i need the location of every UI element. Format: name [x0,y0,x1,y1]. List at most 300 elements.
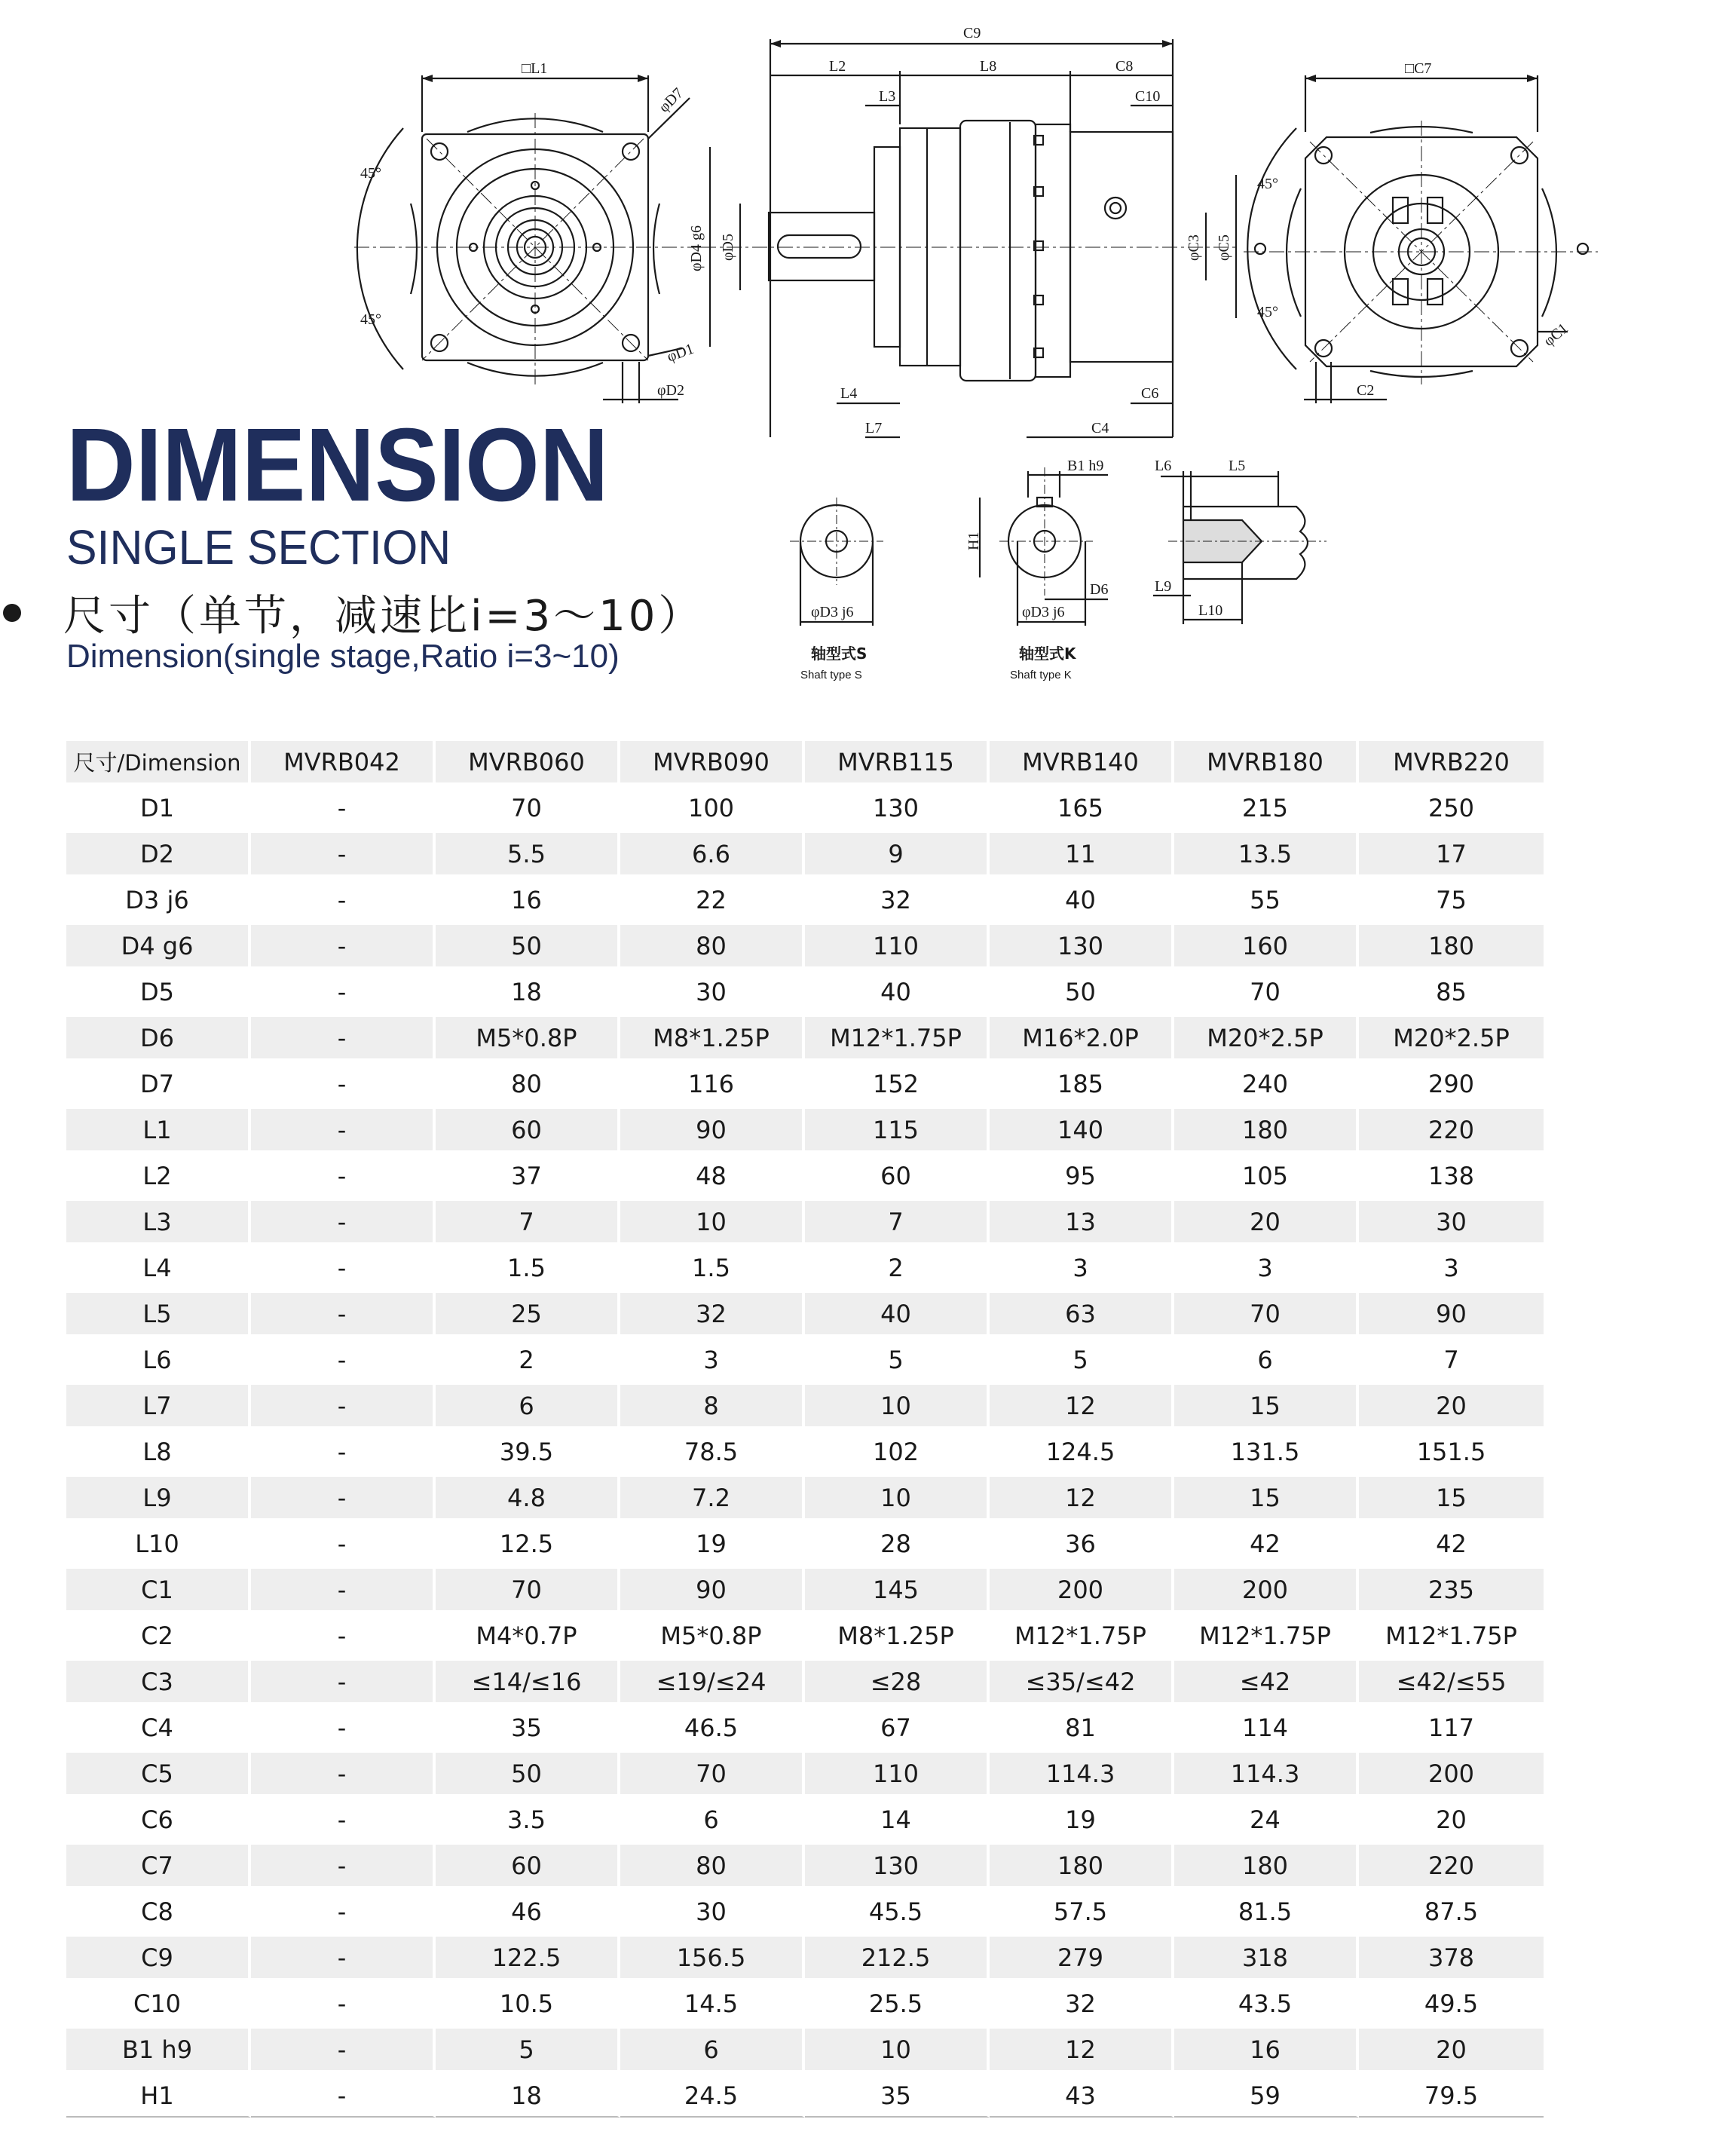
row-label: L10 [66,1523,251,1569]
table-cell: 220 [1359,1845,1544,1891]
table-body [66,787,1544,2118]
table-row [66,1615,1544,1661]
table-cell: - [251,1523,436,1569]
table-cell: 6 [1174,1339,1359,1385]
table-cell: ≤28 [805,1661,990,1707]
row-label: C3 [66,1661,251,1707]
table-cell: 110 [805,925,990,971]
shaft-type-k [965,458,1108,681]
table-cell: - [251,1017,436,1063]
table-cell: 180 [1174,1845,1359,1891]
row-label: D4 g6 [66,925,251,971]
label-c9: C9 [963,25,981,41]
table-cell: 130 [805,1845,990,1891]
page-title: DIMENSION [66,407,609,523]
table-cell: 6 [620,1799,805,1845]
table-cell: 10 [805,1385,990,1431]
table-cell: ≤42/≤55 [1359,1661,1544,1707]
row-label: C2 [66,1615,251,1661]
table-cell: ≤14/≤16 [436,1661,620,1707]
table-cell: - [251,925,436,971]
table-row [66,1523,1544,1569]
table-cell: 50 [436,1753,620,1799]
row-label: C1 [66,1569,251,1615]
table-cell: 25 [436,1293,620,1339]
table-cell: 20 [1174,1201,1359,1247]
table-cell: 42 [1174,1523,1359,1569]
table-cell: 67 [805,1707,990,1753]
table-cell: - [251,1983,436,2029]
label-angle-top: 45° [360,165,381,182]
table-cell: 50 [990,971,1174,1017]
table-cell: 138 [1359,1155,1544,1201]
row-label: L3 [66,1201,251,1247]
row-label: L8 [66,1431,251,1477]
table-cell: 15 [1359,1477,1544,1523]
table-cell: 4.8 [436,1477,620,1523]
label-c5: φC5 [1216,234,1232,261]
table-cell: 12 [990,1385,1174,1431]
row-label: C10 [66,1983,251,2029]
table-cell: M12*1.75P [1174,1615,1359,1661]
table-cell: M12*1.75P [1359,1615,1544,1661]
table-cell: 19 [990,1799,1174,1845]
table-cell: - [251,1339,436,1385]
table-cell: 13 [990,1201,1174,1247]
table-row [66,1293,1544,1339]
table-cell: 80 [620,925,805,971]
label-d5: φD5 [720,234,736,261]
table-cell: 40 [805,971,990,1017]
label-k-b1: B1 h9 [1067,458,1104,474]
header-row [66,741,1544,787]
table-cell: 37 [436,1155,620,1201]
row-label: D6 [66,1017,251,1063]
table-cell: 9 [805,833,990,879]
table-cell: 160 [1174,925,1359,971]
label-l3: L3 [879,88,896,105]
table-cell: 200 [990,1569,1174,1615]
table-cell: 43.5 [1174,1983,1359,2029]
column-header-model: MVRB090 [620,741,805,787]
table-cell: 19 [620,1523,805,1569]
side-view [688,25,1236,437]
table-cell: 80 [436,1063,620,1109]
table-cell: - [251,1845,436,1891]
table-cell: 42 [1359,1523,1544,1569]
row-label: L1 [66,1109,251,1155]
table-cell: - [251,1201,436,1247]
table-cell: 36 [990,1523,1174,1569]
table-cell: - [251,1937,436,1983]
label-c1: φC1 [1541,320,1571,350]
table-cell: 70 [1174,971,1359,1017]
table-row [66,971,1544,1017]
table-cell: 10.5 [436,1983,620,2029]
label-d7: φD7 [655,84,687,116]
table-cell: 17 [1359,833,1544,879]
table-row [66,1983,1544,2029]
table-cell: 24.5 [620,2075,805,2118]
table-cell: 18 [436,971,620,1017]
row-label: L5 [66,1293,251,1339]
table-cell: - [251,1569,436,1615]
table-cell: 2 [805,1247,990,1293]
label-l9: L9 [1155,578,1172,595]
table-cell: 24 [1174,1799,1359,1845]
label-d4: φD4 g6 [688,225,705,271]
table-cell: 116 [620,1063,805,1109]
table-cell: 140 [990,1109,1174,1155]
title-block [66,407,656,574]
table-cell: 57.5 [990,1891,1174,1937]
table-cell: 5.5 [436,833,620,879]
table-cell: 22 [620,879,805,925]
table-cell: 39.5 [436,1431,620,1477]
label-d1: φD1 [665,340,696,366]
table-row [66,1017,1544,1063]
table-cell: 5 [805,1339,990,1385]
table-cell: 14.5 [620,1983,805,2029]
column-header-model: MVRB115 [805,741,990,787]
table-cell: 8 [620,1385,805,1431]
table-cell: 20 [1359,1385,1544,1431]
table-cell: 151.5 [1359,1431,1544,1477]
caption-shaft-s-en: Shaft type S [800,669,862,681]
table-cell: - [251,879,436,925]
table-cell: 78.5 [620,1431,805,1477]
table-cell: 115 [805,1109,990,1155]
table-cell: - [251,787,436,833]
front-view [354,60,716,422]
table-cell: - [251,1891,436,1937]
table-row [66,787,1544,833]
label-s-d3: φD3 j6 [811,604,854,620]
row-label: L2 [66,1155,251,1201]
table-cell: 12 [990,2029,1174,2075]
table-cell: 114.3 [990,1753,1174,1799]
table-cell: 18 [436,2075,620,2118]
table-row [66,925,1544,971]
table-cell: 16 [1174,2029,1359,2075]
table-cell: 13.5 [1174,833,1359,879]
label-l4: L4 [840,385,858,402]
row-label: C5 [66,1753,251,1799]
row-label: D7 [66,1063,251,1109]
table-cell: M5*0.8P [620,1615,805,1661]
table-row [66,1799,1544,1845]
table-cell: 90 [620,1569,805,1615]
table-cell: M12*1.75P [805,1017,990,1063]
row-label: C6 [66,1799,251,1845]
table-cell: 59 [1174,2075,1359,2118]
label-k-d6: D6 [1090,581,1109,598]
table-cell: 32 [805,879,990,925]
table-cell: 7.2 [620,1477,805,1523]
table-cell: 45.5 [805,1891,990,1937]
table-cell: 110 [805,1753,990,1799]
label-c7: □C7 [1405,60,1432,77]
table-cell: 79.5 [1359,2075,1544,2118]
row-label: D1 [66,787,251,833]
table-row [66,1339,1544,1385]
table-row [66,1247,1544,1293]
table-cell: - [251,1799,436,1845]
table-cell: 3 [990,1247,1174,1293]
row-label: C8 [66,1891,251,1937]
label-l6: L6 [1155,458,1172,474]
row-label: D5 [66,971,251,1017]
table-cell: 6 [620,2029,805,2075]
table-cell: 1.5 [620,1247,805,1293]
page-subtitle: SINGLE SECTION [66,520,451,574]
table-cell: 6 [436,1385,620,1431]
section-heading-cn: 尺寸（单节，减速比i=3～10） [63,592,704,641]
table-cell: 7 [805,1201,990,1247]
table-cell: - [251,1293,436,1339]
column-header-dimension: 尺寸/Dimension [66,741,251,787]
table-cell: 3 [1174,1247,1359,1293]
table-cell: 5 [990,1339,1174,1385]
table-cell: 165 [990,787,1174,833]
label-angle-bottom: 45° [360,311,381,328]
dimension-table [66,741,1544,2118]
table-cell: 32 [620,1293,805,1339]
table-cell: 70 [1174,1293,1359,1339]
column-header-model: MVRB060 [436,741,620,787]
table-cell: 7 [436,1201,620,1247]
label-k-h1: H1 [965,531,982,550]
table-cell: - [251,1155,436,1201]
row-label: B1 h9 [66,2029,251,2075]
table-cell: 145 [805,1569,990,1615]
table-row [66,1707,1544,1753]
table-cell: M20*2.5P [1359,1017,1544,1063]
table-row [66,1431,1544,1477]
table-cell: 131.5 [1174,1431,1359,1477]
table-cell: 3 [620,1339,805,1385]
table-cell: 200 [1174,1569,1359,1615]
label-c2: C2 [1357,382,1375,399]
row-label: L6 [66,1339,251,1385]
table-cell: M16*2.0P [990,1017,1174,1063]
table-cell: 43 [990,2075,1174,2118]
table-cell: 81.5 [1174,1891,1359,1937]
table-cell: 90 [620,1109,805,1155]
table-cell: 130 [990,925,1174,971]
label-l8: L8 [980,58,997,75]
rear-view [1244,60,1598,403]
table-cell: 90 [1359,1293,1544,1339]
table-row [66,833,1544,879]
table-row [66,1753,1544,1799]
label-l2: L2 [829,58,846,75]
table-cell: 250 [1359,787,1544,833]
table-cell: 49.5 [1359,1983,1544,2029]
table-cell: - [251,1615,436,1661]
table-row [66,1569,1544,1615]
table-cell: 10 [805,1477,990,1523]
column-header-model: MVRB180 [1174,741,1359,787]
table-cell: 235 [1359,1569,1544,1615]
label-l1: □L1 [522,60,548,77]
caption-shaft-k-cn: 轴型式K [1019,645,1076,663]
table-row [66,1063,1544,1109]
table-cell: ≤19/≤24 [620,1661,805,1707]
table-cell: 16 [436,879,620,925]
table-cell: 130 [805,787,990,833]
label-l10: L10 [1198,602,1223,619]
table-cell: 25.5 [805,1983,990,2029]
row-label: C7 [66,1845,251,1891]
table-cell: 378 [1359,1937,1544,1983]
table-cell: 12 [990,1477,1174,1523]
table-cell: 35 [805,2075,990,2118]
table-cell: 3 [1359,1247,1544,1293]
caption-shaft-k-en: Shaft type K [1010,669,1072,681]
column-header-model: MVRB042 [251,741,436,787]
column-header-model: MVRB140 [990,741,1174,787]
table-cell: 55 [1174,879,1359,925]
table-cell: M5*0.8P [436,1017,620,1063]
table-cell: 200 [1359,1753,1544,1799]
label-c3: φC3 [1186,234,1202,261]
row-label: C9 [66,1937,251,1983]
table-cell: - [251,1109,436,1155]
table-cell: 12.5 [436,1523,620,1569]
table-cell: 122.5 [436,1937,620,1983]
table-cell: 75 [1359,879,1544,925]
table-cell: 6.6 [620,833,805,879]
table-cell: 85 [1359,971,1544,1017]
label-k-d3: φD3 j6 [1022,604,1065,620]
table-cell: 95 [990,1155,1174,1201]
table-cell: - [251,2075,436,2118]
table-row [66,1845,1544,1891]
table-cell: 114 [1174,1707,1359,1753]
label-c10: C10 [1135,88,1161,105]
table-cell: - [251,1707,436,1753]
table-cell: 215 [1174,787,1359,833]
table-cell: M20*2.5P [1174,1017,1359,1063]
table-cell: 70 [436,1569,620,1615]
row-label: C4 [66,1707,251,1753]
table-cell: 32 [990,1983,1174,2029]
table-cell: 180 [990,1845,1174,1891]
table-cell: 212.5 [805,1937,990,1983]
table-row [66,1201,1544,1247]
label-d2: φD2 [657,382,684,399]
table-header [66,741,1544,787]
table-cell: 180 [1174,1109,1359,1155]
table-cell: 87.5 [1359,1891,1544,1937]
shaft-tap-detail [1153,458,1326,624]
table-cell: 124.5 [990,1431,1174,1477]
table-cell: 20 [1359,1799,1544,1845]
table-cell: 290 [1359,1063,1544,1109]
shaft-type-s [790,498,883,681]
table-cell: 100 [620,787,805,833]
section-heading-en: Dimension(single stage,Ratio i=3~10) [66,638,620,675]
table-cell: - [251,1063,436,1109]
label-c4: C4 [1091,420,1109,436]
table-cell: 240 [1174,1063,1359,1109]
table-cell: 28 [805,1523,990,1569]
table-cell: 5 [436,2029,620,2075]
table-cell: M8*1.25P [805,1615,990,1661]
label-l7: L7 [865,420,883,436]
bullet-icon [3,604,21,622]
table-cell: 40 [805,1293,990,1339]
table-row [66,2029,1544,2075]
table-cell: 30 [1359,1201,1544,1247]
table-cell: 48 [620,1155,805,1201]
table-row [66,879,1544,925]
table-cell: 46 [436,1891,620,1937]
table-cell: M12*1.75P [990,1615,1174,1661]
table-cell: 15 [1174,1385,1359,1431]
table-cell: 63 [990,1293,1174,1339]
row-label: L7 [66,1385,251,1431]
table-cell: - [251,833,436,879]
row-label: L4 [66,1247,251,1293]
table-row [66,1661,1544,1707]
table-cell: - [251,971,436,1017]
table-cell: 156.5 [620,1937,805,1983]
table-cell: 2 [436,1339,620,1385]
table-cell: 10 [805,2029,990,2075]
row-label: D2 [66,833,251,879]
table-cell: 40 [990,879,1174,925]
table-row [66,1937,1544,1983]
row-label: H1 [66,2075,251,2118]
table-cell: 60 [436,1845,620,1891]
table-cell: 185 [990,1063,1174,1109]
table-cell: 7 [1359,1339,1544,1385]
table-cell: 70 [620,1753,805,1799]
table-cell: 14 [805,1799,990,1845]
table-cell: - [251,1385,436,1431]
table-cell: 15 [1174,1477,1359,1523]
row-label: D3 j6 [66,879,251,925]
label-c6: C6 [1141,385,1159,402]
table-cell: 30 [620,971,805,1017]
table-row [66,1155,1544,1201]
table-cell: 60 [436,1109,620,1155]
table-cell: 20 [1359,2029,1544,2075]
table-cell: - [251,1661,436,1707]
table-cell: 35 [436,1707,620,1753]
row-label: L9 [66,1477,251,1523]
table-cell: 117 [1359,1707,1544,1753]
table-cell: 102 [805,1431,990,1477]
table-row [66,1477,1544,1523]
table-cell: 318 [1174,1937,1359,1983]
caption-shaft-s-cn: 轴型式S [811,645,868,663]
table-cell: 279 [990,1937,1174,1983]
table-cell: - [251,1431,436,1477]
label-c8: C8 [1115,58,1134,75]
table-cell: M4*0.7P [436,1615,620,1661]
table-row [66,1891,1544,1937]
table-cell: 50 [436,925,620,971]
table-cell: 180 [1359,925,1544,971]
table-cell: 105 [1174,1155,1359,1201]
table-cell: 11 [990,833,1174,879]
table-cell: ≤35/≤42 [990,1661,1174,1707]
section-heading [0,579,703,647]
table-cell: - [251,2029,436,2075]
